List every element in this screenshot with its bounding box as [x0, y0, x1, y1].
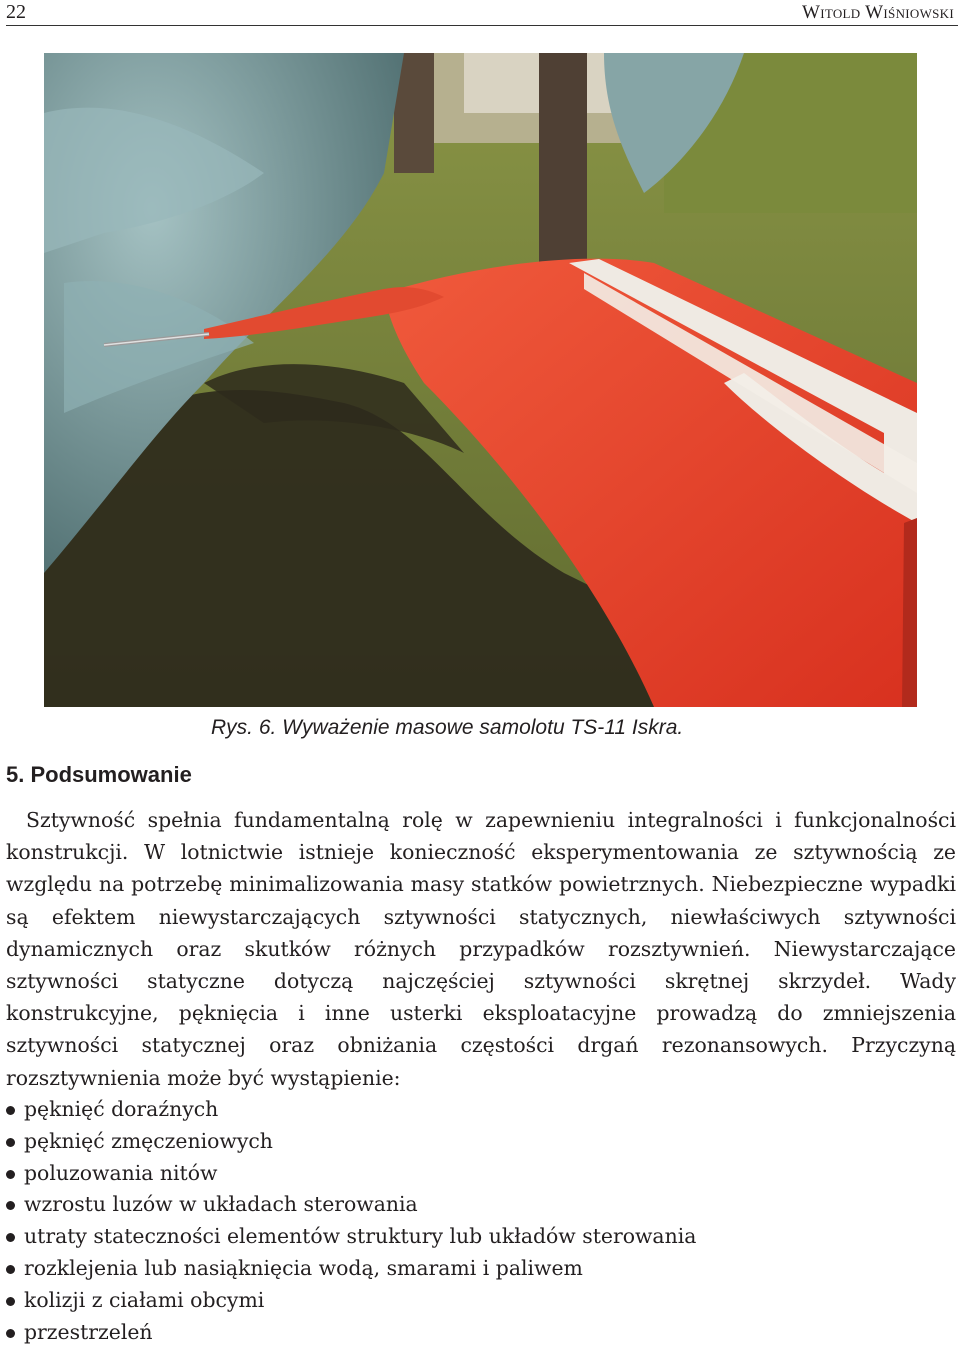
running-head-author: Witold Wiśniowski [801, 2, 954, 23]
list-item: pęknięć doraźnych [6, 1094, 956, 1126]
bullet-list [6, 1094, 956, 1348]
body-paragraph: Sztywność spełnia fundamentalną rolę w zapewnieniu integralności i funkcjonalności konstrukcji. W lotnictwie istnieje konieczność eksperymentowania ze sztywnością ze względu na potrzebę minimalizowania masy statków powietrznych. Niebezpieczne wypadki są efektem niewystarczających sztywności statycznych, niewłaściwych sztywności dynamicznych oraz skutków różnych przypadków rozsztywnień. Niewystarczające sztywności statyczne dotyczą najczęściej sztywności skrętnej skrzydeł. Wady konstrukcyjne, pęknięcia i inne usterki eksploatacyjne prowadzą do zmniejszenia sztywności statycznej oraz obniżania częstości drgań rezonansowych. Przyczyną rozsztywnienia może być wystąpienie: [6, 808, 956, 1090]
page-header [6, 0, 958, 30]
page-number: 22 [6, 1, 26, 23]
list-item: pęknięć zmęczeniowych [6, 1126, 956, 1158]
section-heading: 5. Podsumowanie [6, 762, 192, 787]
figure-caption: Rys. 6. Wyważenie masowe samolotu TS-11 Iskra. [211, 716, 684, 739]
list-item: kolizji z ciałami obcymi [6, 1285, 956, 1317]
list-item: wzrostu luzów w układach sterowania [6, 1189, 956, 1221]
list-item: utraty stateczności elementów struktury lub układów sterowania [6, 1221, 956, 1253]
header-rule [6, 25, 958, 26]
list-item: rozklejenia lub nasiąknięcia wodą, smarami i paliwem [6, 1253, 956, 1285]
list-item: poluzowania nitów [6, 1158, 956, 1190]
list-item: przestrzeleń [6, 1317, 956, 1348]
figure-photo [44, 53, 917, 707]
